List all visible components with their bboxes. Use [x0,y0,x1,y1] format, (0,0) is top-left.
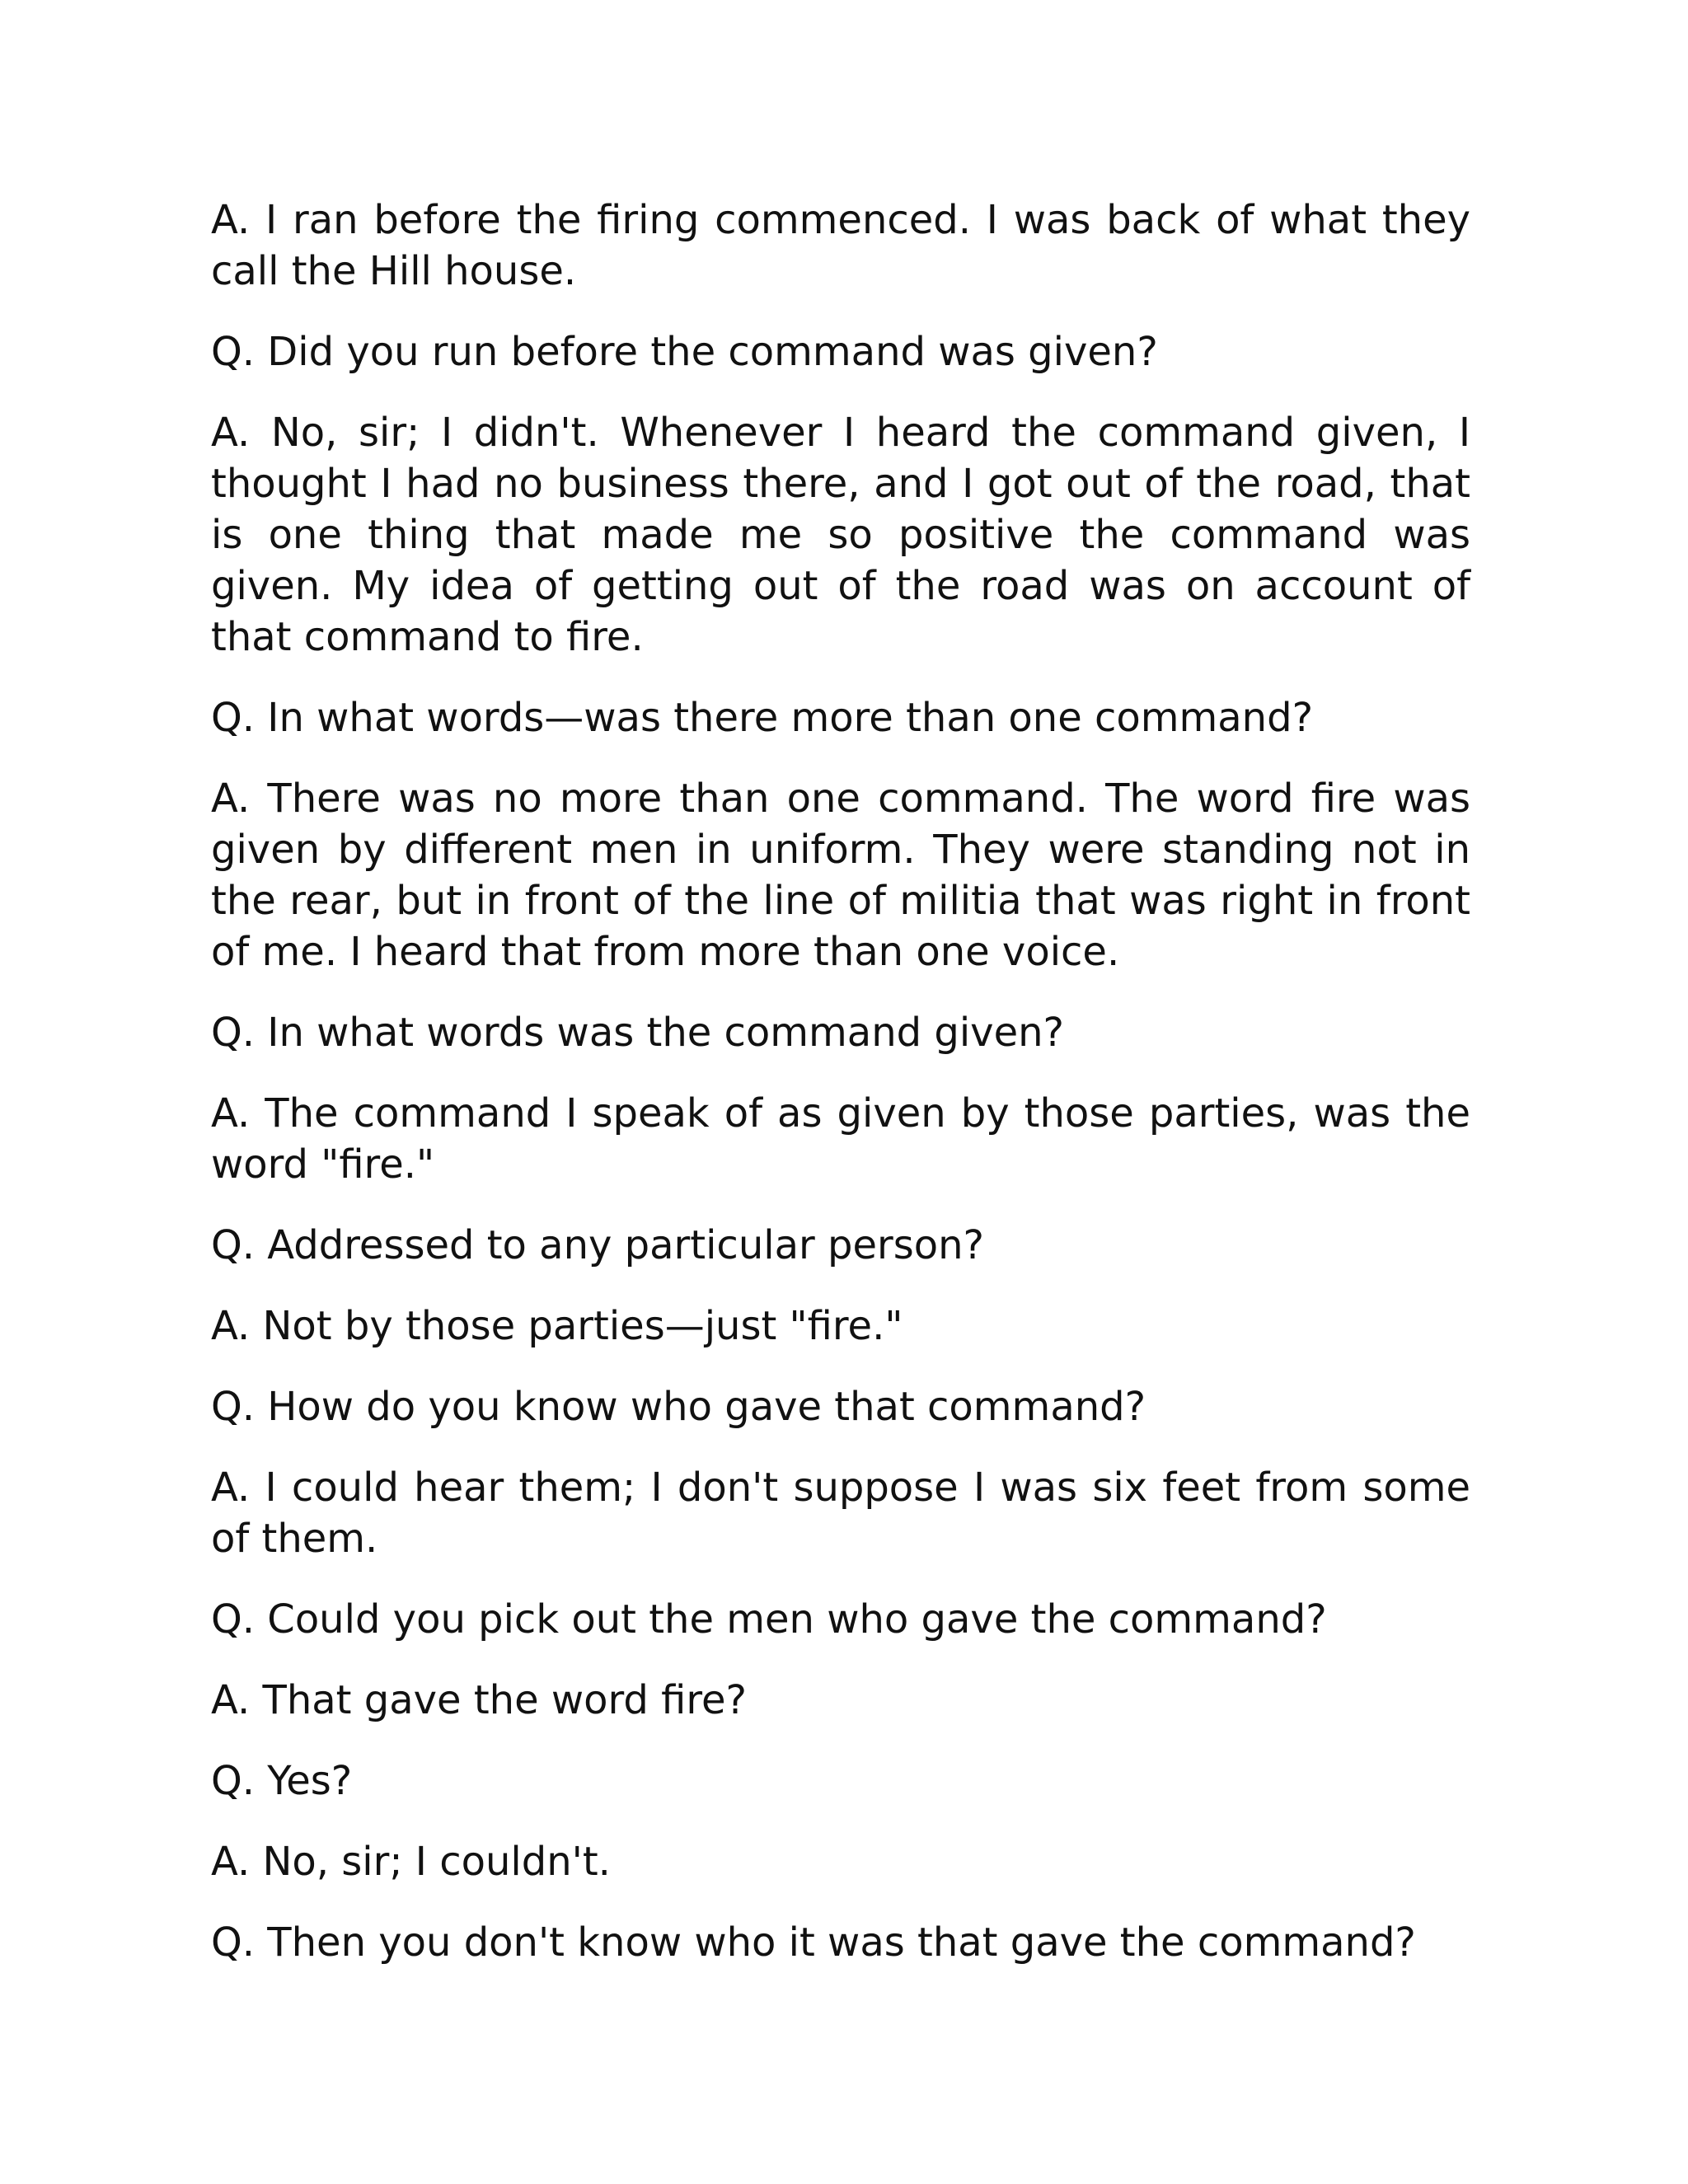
question-paragraph: Q. Yes? [211,1758,353,1804]
question-paragraph: Q. In what words—was there more than one command? [211,695,1314,741]
answer-paragraph: A. That gave the word fire? [211,1677,748,1723]
question-paragraph: Q. Then you don't know who it was that gave the command? [211,1919,1416,1966]
answer-paragraph: A. I ran before the firing commenced. I was back of what they call the Hill house. [211,197,1470,294]
answer-paragraph: A. The command I speak of as given by those parties, was the word "fire." [211,1090,1470,1188]
answer-paragraph: A. I could hear them; I don't suppose I was six feet from some of them. [211,1465,1470,1562]
answer-paragraph: A. Not by those parties—just "fire." [211,1303,903,1349]
answer-paragraph: A. There was no more than one command. The word fire was given by different men in uniform. They were standing not in the rear, but in front of the line of militia that was right in front of me. I heard that from more than one voice. [211,776,1470,975]
question-paragraph: Q. Addressed to any particular person? [211,1222,984,1268]
answer-paragraph: A. No, sir; I didn't. Whenever I heard the command given, I thought I had no business there, and I got out of the road, that is one thing that made me so positive the command was given. My idea of getting out of the road was on account of that command to fire. [211,410,1470,660]
question-paragraph: Q. Could you pick out the men who gave the command? [211,1596,1327,1643]
answer-paragraph: A. No, sir; I couldn't. [211,1839,611,1885]
testimony-text [211,194,1470,1998]
question-paragraph: Q. Did you run before the command was given? [211,329,1158,375]
question-paragraph: Q. In what words was the command given? [211,1010,1064,1056]
question-paragraph: Q. How do you know who gave that command? [211,1384,1146,1430]
